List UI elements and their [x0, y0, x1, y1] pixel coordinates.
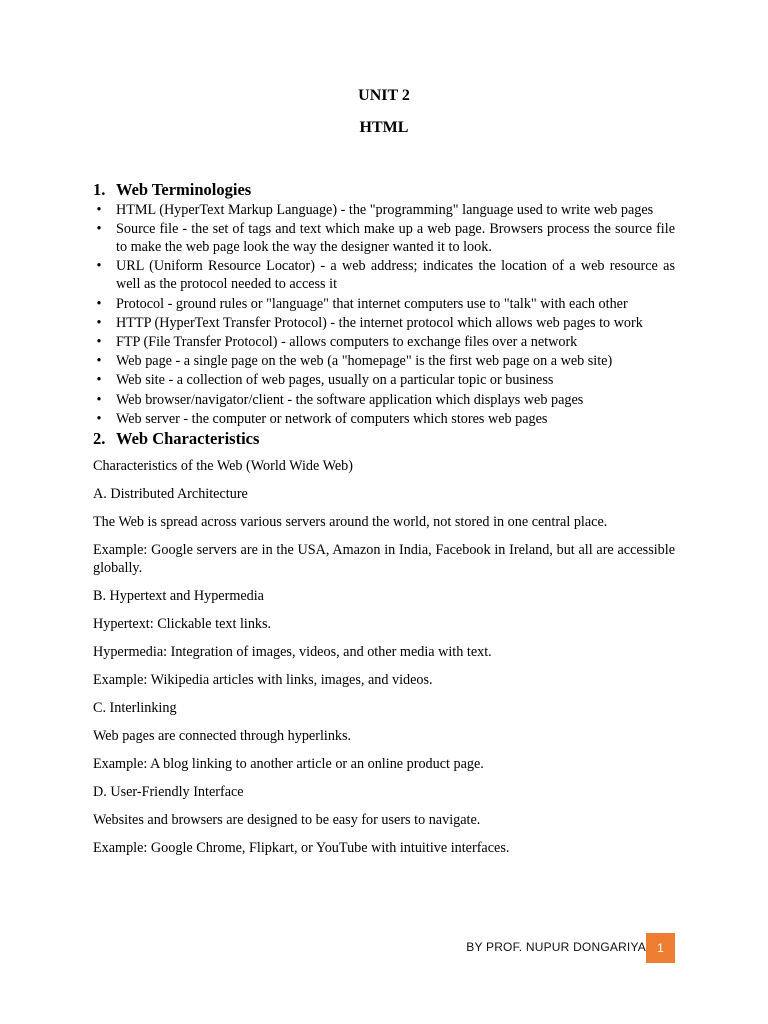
- section-number: 2.: [93, 428, 106, 448]
- bullet-icon: •: [96, 202, 102, 218]
- list-item: • Web page - a single page on the web (a "homepage" is the first web page on a web site): [93, 352, 675, 370]
- characteristics-body: [93, 457, 675, 857]
- subheading: C. Interlinking: [93, 699, 177, 716]
- bullet-icon: •: [96, 372, 102, 389]
- section-title: Web Characteristics: [116, 428, 260, 448]
- section-number: 1.: [93, 180, 106, 199]
- bullet-icon: •: [96, 314, 102, 331]
- subheading: D. User-Friendly Interface: [93, 783, 244, 800]
- bullet-icon: •: [96, 353, 102, 370]
- page-number-badge: 1: [646, 933, 675, 963]
- footer-author: BY PROF. NUPUR DONGARIYA: [466, 940, 646, 954]
- list-item: • URL (Uniform Resource Locator) - a web address; indicates the location of a web resource as well as the protocol needed to access it: [93, 257, 675, 293]
- list-item: • FTP (File Transfer Protocol) - allows computers to exchange files over a network: [93, 333, 675, 351]
- section-heading-web-terminologies: [93, 180, 675, 200]
- section-title: Web Terminologies: [116, 180, 252, 199]
- unit-title: UNIT 2: [358, 87, 410, 104]
- list-item: • Web site - a collection of web pages, usually on a particular topic or business: [93, 371, 675, 389]
- paragraph: Example: Wikipedia articles with links, images, and videos.: [93, 671, 433, 688]
- paragraph: Example: Google servers are in the USA, Amazon in India, Facebook in Ireland, but all are accessible globally.: [93, 541, 675, 576]
- terminology-list: [93, 201, 675, 428]
- list-item: • Source file - the set of tags and text which make up a web page. Browsers process the source file to make the web page look the way the designer wanted it to look.: [93, 220, 675, 256]
- list-item: • Web server - the computer or network of computers which stores web pages: [93, 410, 675, 428]
- section-heading-web-characteristics: [93, 429, 675, 449]
- bullet-icon: •: [96, 391, 102, 408]
- paragraph: Hypermedia: Integration of images, videos, and other media with text.: [93, 643, 492, 660]
- document-page: [93, 86, 675, 867]
- page-footer: [0, 933, 768, 963]
- paragraph: Web pages are connected through hyperlinks.: [93, 727, 352, 744]
- paragraph: The Web is spread across various servers around the world, not stored in one central place.: [93, 513, 608, 530]
- list-item: • HTTP (HyperText Transfer Protocol) - the internet protocol which allows web pages to work: [93, 314, 675, 332]
- bullet-icon: •: [96, 410, 102, 427]
- list-item: • Web browser/navigator/client - the software application which displays web pages: [93, 391, 675, 409]
- paragraph: Example: A blog linking to another article or an online product page.: [93, 755, 484, 772]
- subheading: A. Distributed Architecture: [93, 485, 248, 502]
- subject-title: HTML: [359, 119, 409, 136]
- paragraph: Example: Google Chrome, Flipkart, or YouTube with intuitive interfaces.: [93, 839, 510, 856]
- paragraph: Hypertext: Clickable text links.: [93, 615, 272, 632]
- paragraph: Characteristics of the Web (World Wide Web): [93, 457, 353, 474]
- bullet-icon: •: [96, 295, 102, 312]
- paragraph: Websites and browsers are designed to be easy for users to navigate.: [93, 811, 481, 828]
- bullet-icon: •: [96, 258, 102, 275]
- list-item: • Protocol - ground rules or "language" that internet computers use to "talk" with each other: [93, 295, 675, 313]
- bullet-icon: •: [96, 333, 102, 350]
- list-item: • HTML (HyperText Markup Language) - the "programming" language used to write web pages: [93, 201, 675, 219]
- subheading: B. Hypertext and Hypermedia: [93, 587, 264, 604]
- bullet-icon: •: [96, 221, 102, 238]
